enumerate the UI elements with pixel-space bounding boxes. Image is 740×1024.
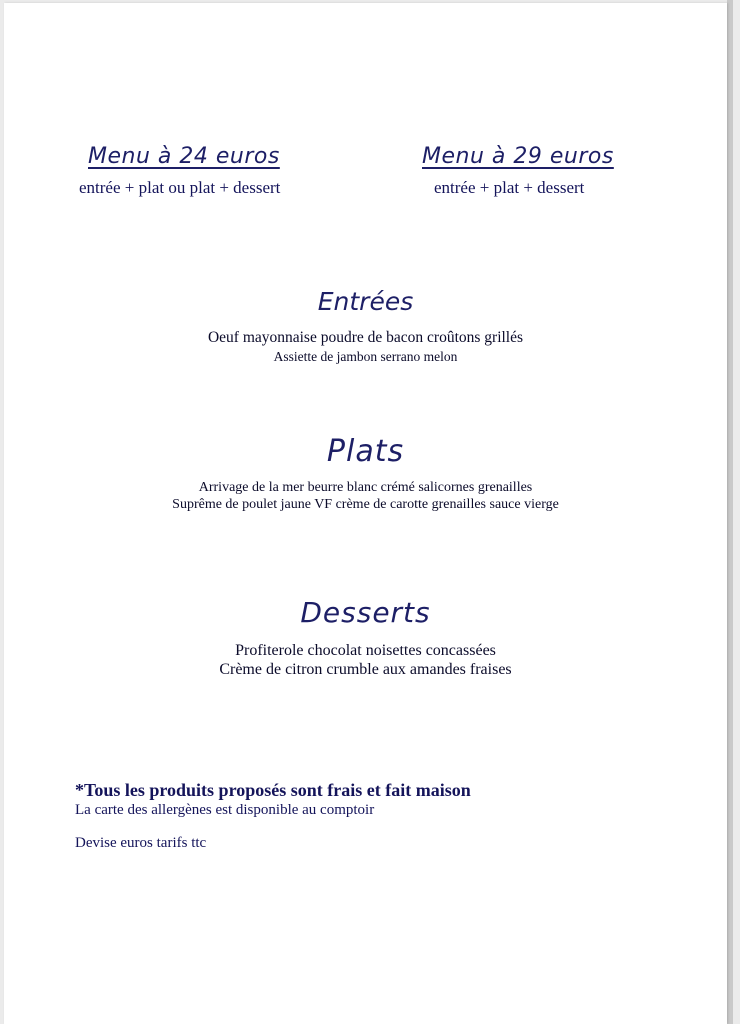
menu-24-description: entrée + plat ou plat + dessert	[79, 178, 281, 197]
entree-item: Assiette de jambon serrano melon	[273, 349, 458, 364]
fresh-products-note: *Tous les produits proposés sont frais et fait maison	[75, 780, 471, 800]
plat-item: Arrivage de la mer beurre blanc crémé salicornes grenailles	[198, 480, 533, 495]
menu-29-title: Menu à 29 euros	[422, 144, 614, 169]
menu-29-description: entrée + plat + dessert	[434, 178, 585, 197]
entree-item: Oeuf mayonnaise poudre de bacon croûtons grillés	[207, 329, 524, 346]
entrees-title: Entrées	[317, 287, 414, 316]
dessert-item: Profiterole chocolat noisettes concassées	[235, 642, 496, 659]
dessert-item: Crème de citron crumble aux amandes fraises	[219, 661, 512, 678]
page-edge	[727, 0, 733, 1024]
currency-note: Devise euros tarifs ttc	[75, 835, 207, 851]
desserts-title: Desserts	[300, 596, 431, 629]
menu-24-title: Menu à 24 euros	[88, 144, 280, 169]
allergens-note: La carte des allergènes est disponible au comptoir	[75, 802, 375, 818]
menu-page	[4, 3, 727, 1024]
plat-item: Suprême de poulet jaune VF crème de carotte grenailles sauce vierge	[172, 497, 559, 512]
plats-title: Plats	[326, 434, 405, 469]
